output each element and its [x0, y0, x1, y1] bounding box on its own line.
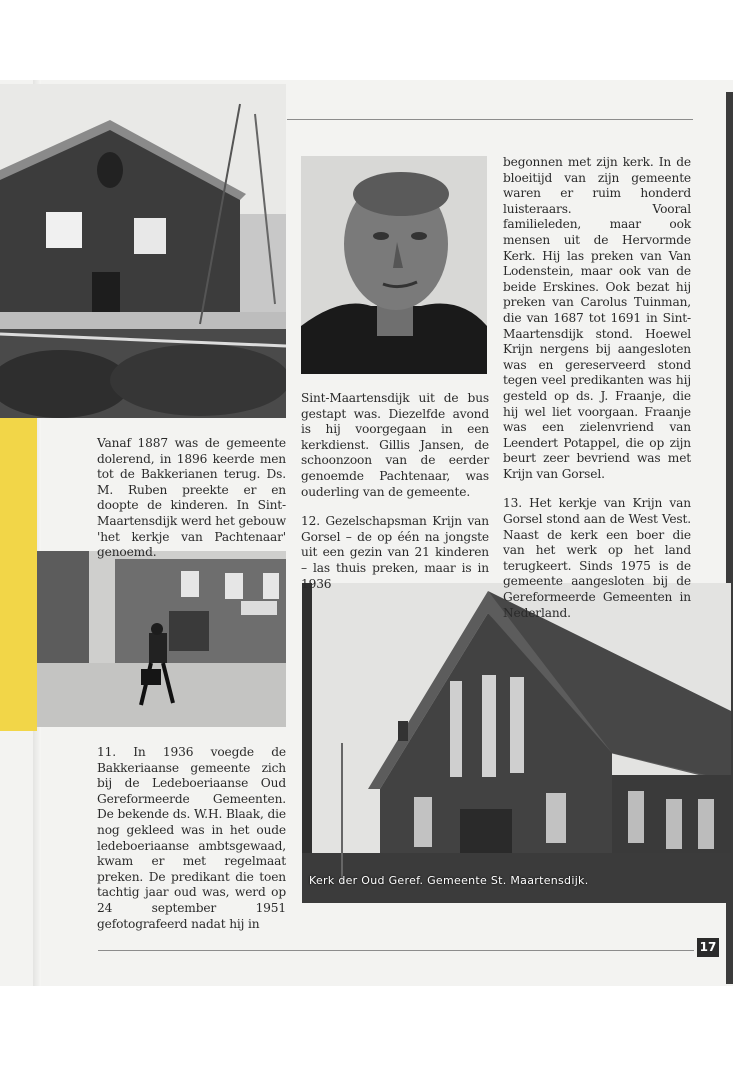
photo-street: [37, 551, 286, 727]
paragraph: 13. Het kerkje van Krijn van Gorsel stond aan de West Vest. Naast de kerk een boer die van het werk op het land terugkeert. Sinds 1975 is de gemeente aangesloten bij de Gereformeerde Gemeenten in Nederland.: [503, 496, 691, 620]
paragraph: 12. Gezelschapsman Krijn van Gorsel – de op één na jongste uit een gezin van 21 kinderen – las thuis preken, maar is in 1936: [301, 514, 489, 591]
photo-house: [0, 84, 286, 418]
page-number: 17: [697, 938, 719, 957]
bottom-rule: [98, 950, 694, 951]
text-block-middle: [301, 391, 489, 606]
yellow-accent-bar: [0, 383, 37, 731]
paragraph: begonnen met zijn kerk. In de bloeitijd van zijn gemeente waren er ruim honderd luisteraars. Vooral familieleden, maar ook mensen uit de Hervormde Kerk. Hij las preken van Van Lodenstein, maar ook van de beide Erskines. Ook bezat hij preken van Carolus Tuinman, die van 1687 tot 1691 in Sint-Maartensdijk stond. Hoewel Krijn nergens bij aangesloten was en gereserveerd stond tegen veel predikanten was hij gesteld op ds. J. Fraanje, die hij wel liet voorgaan. Fraanje was een zielenvriend van Leendert Potappel, die op zijn beurt zeer bevriend was met Krijn van Gorsel.: [503, 155, 691, 481]
top-rule: [287, 119, 693, 120]
photo-portrait: [301, 156, 487, 374]
paragraph: Vanaf 1887 was de gemeente dolerend, in 1896 keerde men tot de Bakkerianen terug. Ds. M. Ruben preekte er en doopte de kinderen. In Sint-Maartensdijk werd het gebouw 'het kerkje van Pachtenaar' genoemd.: [97, 436, 287, 560]
text-block-dolerend: [97, 436, 286, 575]
paragraph: 11. In 1936 voegde de Bakkeriaanse gemeente zich bij de Ledeboeriaanse Oud Gereformeerde Gemeenten. De bekende ds. W.H. Blaak, die nog gekleed was in het oude ledeboeriaanse ambtsgewaad, kwam er met regelmaat preken. De predikant die toen tachtig jaar oud was, werd op 24 september 1951 gefotografeerd nadat hij in: [97, 745, 286, 931]
text-block-right: [503, 155, 691, 635]
paragraph: Sint-Maartensdijk uit de bus gestapt was. Diezelfde avond is hij voorgegaan in een kerkdienst. Gillis Jansen, de schoonzoon van de eerder genoemde Pachtenaar, was ouderling van de gemeente.: [301, 391, 489, 499]
church-photo-caption: Kerk der Oud Geref. Gemeente St. Maartensdijk.: [309, 874, 589, 887]
text-block-blaak: [97, 745, 286, 946]
